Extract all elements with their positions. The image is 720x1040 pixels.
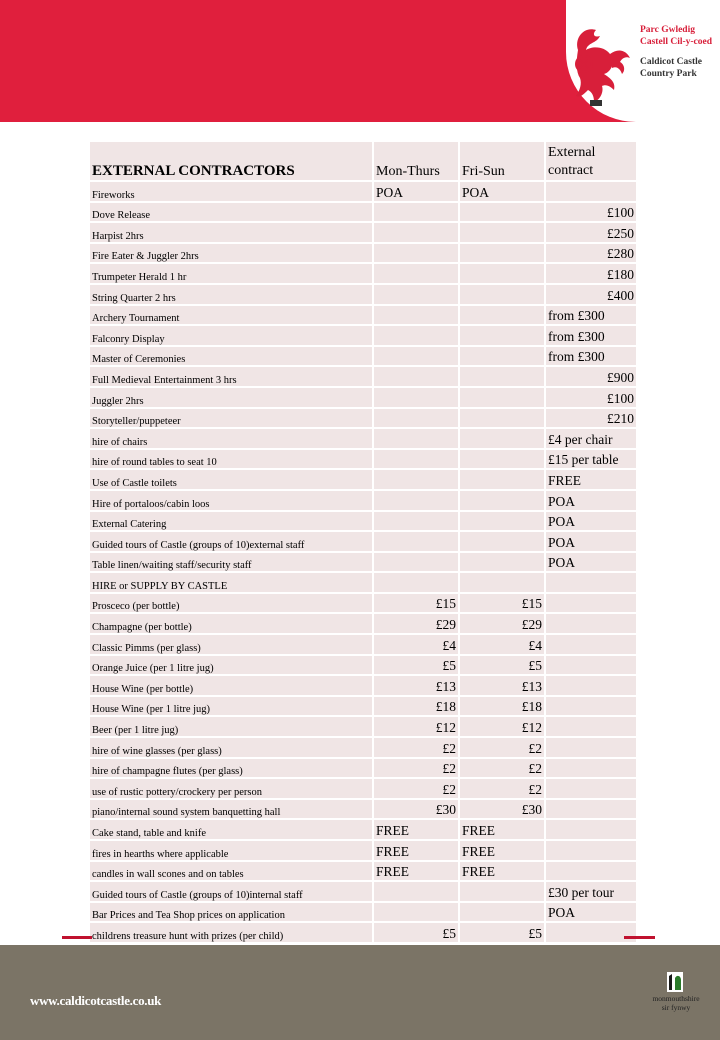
row-mon-thurs-price (373, 552, 459, 573)
monmouthshire-council-icon (667, 972, 683, 992)
row-fri-sun-price (459, 202, 545, 223)
table-row (90, 202, 637, 223)
row-mon-thurs-price: POA (373, 181, 459, 202)
red-accent-left (62, 936, 92, 939)
row-item: Archery Tournament (90, 305, 373, 326)
row-item: candles in wall scones and on tables (90, 861, 373, 882)
row-external-price (545, 778, 637, 799)
logo-welsh-line-1: Parc Gwledig (640, 25, 695, 35)
table-row (90, 758, 637, 779)
row-item: External Catering (90, 511, 373, 532)
row-mon-thurs-price (373, 408, 459, 429)
row-external-price: from £300 (545, 305, 637, 326)
row-mon-thurs-price: £2 (373, 758, 459, 779)
row-item: Falconry Display (90, 325, 373, 346)
row-item: String Quarter 2 hrs (90, 284, 373, 305)
logo-english-line-1: Caldicot Castle (640, 57, 703, 67)
table-row (90, 819, 637, 840)
row-fri-sun-price: FREE (459, 819, 545, 840)
row-external-price (545, 593, 637, 614)
row-mon-thurs-price: £18 (373, 696, 459, 717)
row-fri-sun-price (459, 346, 545, 367)
row-item: Guided tours of Castle (groups of 10)external staff (90, 531, 373, 552)
row-mon-thurs-price (373, 346, 459, 367)
row-mon-thurs-price (373, 263, 459, 284)
row-item: Prosceco (per bottle) (90, 593, 373, 614)
row-external-price (545, 861, 637, 882)
row-mon-thurs-price (373, 881, 459, 902)
row-mon-thurs-price: £4 (373, 634, 459, 655)
table-row (90, 840, 637, 861)
council-name (648, 994, 704, 1012)
logo-text (640, 24, 720, 80)
table-row (90, 449, 637, 470)
header-mon-thurs: Mon-Thurs (373, 142, 459, 181)
row-mon-thurs-price: £29 (373, 613, 459, 634)
table-row (90, 490, 637, 511)
row-fri-sun-price (459, 325, 545, 346)
table-row (90, 181, 637, 202)
council-name-line-1: monmouthshire (652, 994, 700, 1003)
row-fri-sun-price (459, 222, 545, 243)
table-row (90, 655, 637, 676)
table-row (90, 696, 637, 717)
table-row (90, 799, 637, 820)
row-item: Bar Prices and Tea Shop prices on application (90, 902, 373, 923)
row-fri-sun-price (459, 469, 545, 490)
row-item: Use of Castle toilets (90, 469, 373, 490)
row-external-price: £180 (545, 263, 637, 284)
row-fri-sun-price (459, 902, 545, 923)
table-row (90, 922, 637, 943)
row-mon-thurs-price (373, 366, 459, 387)
row-fri-sun-price: FREE (459, 861, 545, 882)
row-fri-sun-price: POA (459, 181, 545, 202)
row-external-price (545, 716, 637, 737)
row-fri-sun-price (459, 263, 545, 284)
header-external-contract: External contract (545, 142, 637, 181)
row-item: fires in hearths where applicable (90, 840, 373, 861)
row-mon-thurs-price: £5 (373, 655, 459, 676)
website-url[interactable]: www.caldicotcastle.co.uk (30, 993, 162, 1008)
row-item: Orange Juice (per 1 litre jug) (90, 655, 373, 676)
table-row (90, 737, 637, 758)
row-item: Champagne (per bottle) (90, 613, 373, 634)
row-mon-thurs-price: FREE (373, 819, 459, 840)
council-name-line-2: sir fynwy (661, 1003, 691, 1012)
row-external-price (545, 758, 637, 779)
header-item: EXTERNAL CONTRACTORS (90, 142, 373, 181)
logo-welsh-line-2: Castell Cil-y-coed (640, 37, 713, 47)
row-external-price: £100 (545, 202, 637, 223)
row-external-price (545, 655, 637, 676)
table-row (90, 469, 637, 490)
row-external-price (545, 572, 637, 593)
table-row (90, 861, 637, 882)
row-item: Table linen/waiting staff/security staff (90, 552, 373, 573)
row-mon-thurs-price (373, 325, 459, 346)
row-external-price (545, 634, 637, 655)
row-fri-sun-price (459, 552, 545, 573)
row-mon-thurs-price: £15 (373, 593, 459, 614)
table-row (90, 881, 637, 902)
row-item: Juggler 2hrs (90, 387, 373, 408)
row-fri-sun-price: £5 (459, 655, 545, 676)
table-row (90, 243, 637, 264)
row-external-price: £900 (545, 366, 637, 387)
row-external-price: £210 (545, 408, 637, 429)
row-fri-sun-price: £13 (459, 675, 545, 696)
row-external-price: £400 (545, 284, 637, 305)
table-row (90, 716, 637, 737)
row-fri-sun-price (459, 305, 545, 326)
row-fri-sun-price (459, 511, 545, 532)
row-item: House Wine (per 1 litre jug) (90, 696, 373, 717)
row-fri-sun-price (459, 387, 545, 408)
table-row (90, 593, 637, 614)
row-mon-thurs-price (373, 449, 459, 470)
row-item: hire of chairs (90, 428, 373, 449)
row-mon-thurs-price (373, 243, 459, 264)
table-header-row (90, 142, 637, 181)
welsh-dragon-logo-icon (570, 20, 634, 110)
row-external-price: £15 per table (545, 449, 637, 470)
row-mon-thurs-price (373, 387, 459, 408)
row-external-price: from £300 (545, 346, 637, 367)
row-fri-sun-price (459, 572, 545, 593)
row-item: hire of round tables to seat 10 (90, 449, 373, 470)
row-external-price (545, 675, 637, 696)
table-row (90, 366, 637, 387)
row-fri-sun-price: £4 (459, 634, 545, 655)
row-item: Hire of portaloos/cabin loos (90, 490, 373, 511)
row-item: HIRE or SUPPLY BY CASTLE (90, 572, 373, 593)
table-row (90, 387, 637, 408)
row-fri-sun-price (459, 408, 545, 429)
row-item: Dove Release (90, 202, 373, 223)
row-item: use of rustic pottery/crockery per person (90, 778, 373, 799)
table-row (90, 778, 637, 799)
table-row (90, 222, 637, 243)
row-item: Fireworks (90, 181, 373, 202)
row-external-price: POA (545, 531, 637, 552)
row-fri-sun-price (459, 449, 545, 470)
row-fri-sun-price: FREE (459, 840, 545, 861)
row-external-price (545, 696, 637, 717)
table-row (90, 552, 637, 573)
row-item: Harpist 2hrs (90, 222, 373, 243)
table-row (90, 511, 637, 532)
table-row (90, 634, 637, 655)
table-row (90, 305, 637, 326)
logo-english-line-2: Country Park (640, 69, 697, 79)
row-external-price (545, 737, 637, 758)
row-fri-sun-price (459, 428, 545, 449)
table-row (90, 284, 637, 305)
row-fri-sun-price (459, 284, 545, 305)
row-external-price: FREE (545, 469, 637, 490)
row-external-price: POA (545, 902, 637, 923)
row-fri-sun-price: £5 (459, 922, 545, 943)
row-external-price: £30 per tour (545, 881, 637, 902)
table-row (90, 346, 637, 367)
red-accent-right (624, 936, 655, 939)
row-item: Beer (per 1 litre jug) (90, 716, 373, 737)
row-mon-thurs-price (373, 511, 459, 532)
row-fri-sun-price: £15 (459, 593, 545, 614)
row-item: Cake stand, table and knife (90, 819, 373, 840)
row-mon-thurs-price (373, 469, 459, 490)
row-mon-thurs-price: £5 (373, 922, 459, 943)
row-external-price: £100 (545, 387, 637, 408)
row-mon-thurs-price: FREE (373, 861, 459, 882)
table-row (90, 408, 637, 429)
table-row (90, 572, 637, 593)
row-mon-thurs-price: £13 (373, 675, 459, 696)
row-item: hire of champagne flutes (per glass) (90, 758, 373, 779)
row-external-price: £280 (545, 243, 637, 264)
row-mon-thurs-price (373, 531, 459, 552)
row-mon-thurs-price: FREE (373, 840, 459, 861)
row-fri-sun-price: £30 (459, 799, 545, 820)
row-mon-thurs-price (373, 902, 459, 923)
row-external-price: from £300 (545, 325, 637, 346)
table-row (90, 428, 637, 449)
row-external-price: £250 (545, 222, 637, 243)
row-fri-sun-price: £12 (459, 716, 545, 737)
row-item: Guided tours of Castle (groups of 10)internal staff (90, 881, 373, 902)
table-row (90, 675, 637, 696)
row-mon-thurs-price: £30 (373, 799, 459, 820)
row-item: House Wine (per bottle) (90, 675, 373, 696)
row-item: hire of wine glasses (per glass) (90, 737, 373, 758)
row-mon-thurs-price: £12 (373, 716, 459, 737)
table-row (90, 531, 637, 552)
row-item: Storyteller/puppeteer (90, 408, 373, 429)
table-row (90, 263, 637, 284)
row-external-price (545, 613, 637, 634)
row-mon-thurs-price (373, 490, 459, 511)
row-external-price (545, 181, 637, 202)
row-fri-sun-price (459, 490, 545, 511)
row-mon-thurs-price (373, 284, 459, 305)
row-mon-thurs-price: £2 (373, 778, 459, 799)
row-fri-sun-price: £2 (459, 737, 545, 758)
row-item: Classic Pimms (per glass) (90, 634, 373, 655)
row-item: Full Medieval Entertainment 3 hrs (90, 366, 373, 387)
row-external-price (545, 819, 637, 840)
row-fri-sun-price (459, 881, 545, 902)
table-row (90, 613, 637, 634)
row-external-price (545, 922, 637, 943)
row-external-price: POA (545, 511, 637, 532)
row-mon-thurs-price (373, 428, 459, 449)
row-mon-thurs-price (373, 572, 459, 593)
row-mon-thurs-price (373, 202, 459, 223)
row-fri-sun-price: £29 (459, 613, 545, 634)
row-item: Trumpeter Herald 1 hr (90, 263, 373, 284)
row-mon-thurs-price: £2 (373, 737, 459, 758)
row-external-price: POA (545, 490, 637, 511)
row-item: Fire Eater & Juggler 2hrs (90, 243, 373, 264)
row-external-price: POA (545, 552, 637, 573)
row-fri-sun-price (459, 243, 545, 264)
row-fri-sun-price (459, 531, 545, 552)
row-fri-sun-price: £2 (459, 778, 545, 799)
header-fri-sun: Fri-Sun (459, 142, 545, 181)
row-fri-sun-price: £18 (459, 696, 545, 717)
row-fri-sun-price: £2 (459, 758, 545, 779)
row-external-price: £4 per chair (545, 428, 637, 449)
row-item: piano/internal sound system banquetting hall (90, 799, 373, 820)
row-mon-thurs-price (373, 222, 459, 243)
row-mon-thurs-price (373, 305, 459, 326)
row-external-price (545, 799, 637, 820)
row-external-price (545, 840, 637, 861)
price-table (90, 142, 638, 944)
row-fri-sun-price (459, 366, 545, 387)
table-row (90, 902, 637, 923)
row-item: Master of Ceremonies (90, 346, 373, 367)
row-item: childrens treasure hunt with prizes (per child) (90, 922, 373, 943)
table-row (90, 325, 637, 346)
